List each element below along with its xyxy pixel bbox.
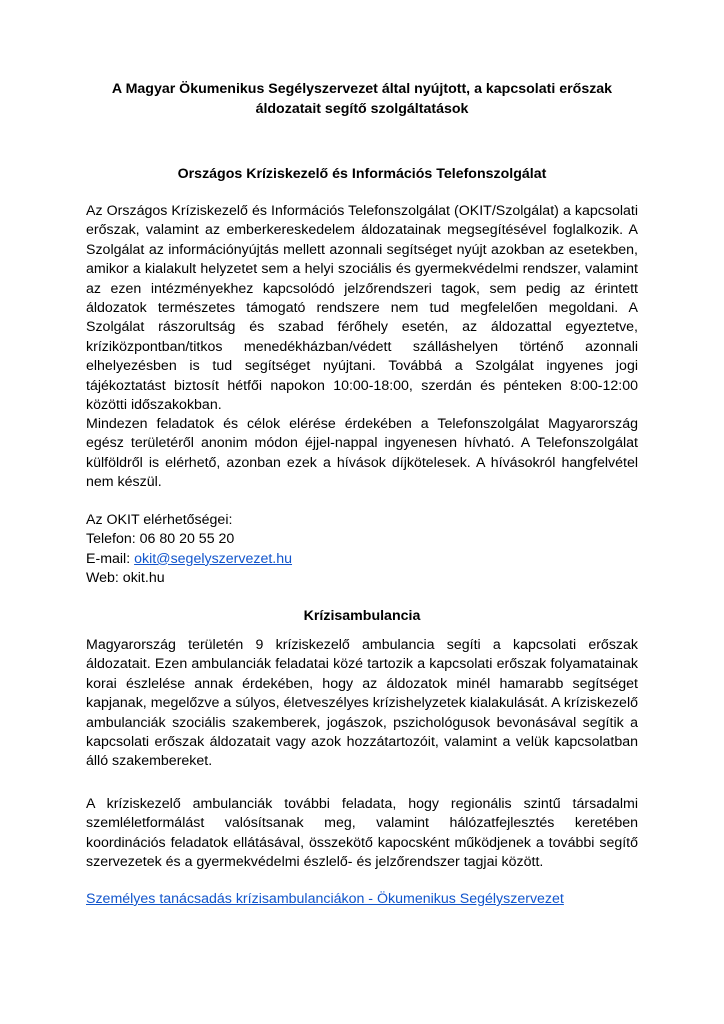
okit-description-paragraph: Az Országos Kríziskezelő és Információs Telefonszolgálat (OKIT/Szolgálat) a kapcsolati erőszak, valamint az emberkereskedelem áldozatainak megsegítésével foglalkozik. A Szolgálat az információnyújtás mellett azonnali segítséget nyújt azokban az esetekben, amikor a kialakult helyzetet sem a helyi szociális és gyermekvédelmi rendszer, valamint az ezen intézményekhez kapcsolódó jelzőrendszeri tagok, sem pedig az érintett áldozatok természetes támogató rendszere nem tud megfelelően megoldani. A Szolgálat rászorultság és szabad férőhely esetén, az áldozattal egyeztetve, kríziközpontban/titkos menedékházban/védett szálláshelyen történő azonnali elhelyezésben is tud segítséget nyújtani. Továbbá a Szolgálat ingyenes jogi tájékoztatást biztosít hétfői napokon 10:00-18:00, szerdán és pénteken 8:00-12:00 közötti időszakokban. [86,203,638,414]
document-title: A Magyar Ökumenikus Segélyszervezet által nyújtott, a kapcsolati erőszak áldozatait segítő szolgáltatások [111,81,613,117]
ambulance-counseling-link[interactable]: Személyes tanácsadás krízisambulanciákon - Ökumenikus Segélyszervezet [86,891,564,907]
ambulance-description-paragraph: Magyarország területén 9 kríziskezelő ambulancia segíti a kapcsolati erőszak áldozatait. Ezen ambulanciák feladatai közé tartozik a kapcsolati erőszak folyamatainak korai észlelése annak érdekében, hogy az áldozatok minél hamarabb segítséget kapjanak, megelőzve a súlyos, életveszélyes krízishelyzetek kialakulását. A kríziskezelő ambulanciák szociális szakemberek, jogászok, pszichológusok bevonásával segítik a kapcsolati erőszak áldozatait vagy azok hozzátartozóit, valamint a velük kapcsolatban álló szakembereket. [86,637,638,770]
contact-email-link[interactable]: okit@segelyszervezet.hu [134,550,293,567]
section-heading-okit: Országos Kríziskezelő és Információs Telefonszolgálat [177,166,547,182]
contact-phone: Telefon: 06 80 20 55 20 [86,531,235,548]
contacts-heading: Az OKIT elérhetőségei: [86,512,233,528]
section-heading-krizisambulancia: Krízisambulancia [303,608,421,624]
contact-email-line [86,550,638,569]
contact-web: Web: okit.hu [86,570,165,587]
okit-availability-paragraph: Mindezen feladatok és célok elérése érdekében a Telefonszolgálat Magyarország egész területéről anonim módon éjjel-nappal ingyenesen hívható. A Telefonszolgálat külföldről is elérhető, azonban ezek a hívások díjkötelesek. A hívásokról hangfelvétel nem készül. [86,416,638,491]
ambulance-link-line [86,890,638,909]
contact-email-label: E-mail: [86,550,135,567]
ambulance-tasks-paragraph: A kríziskezelő ambulanciák további feladata, hogy regionális szintű társadalmi szemléletformálást valósítsanak meg, valamint hálózatfejlesztés keretében koordinációs feladatok ellátásával, összekötő kapocsként működjenek a további segítő szervezetek és a gyermekvédelmi észlelő- és jelzőrendszer tagjai között. [86,796,638,871]
okit-contacts-block [86,511,638,589]
